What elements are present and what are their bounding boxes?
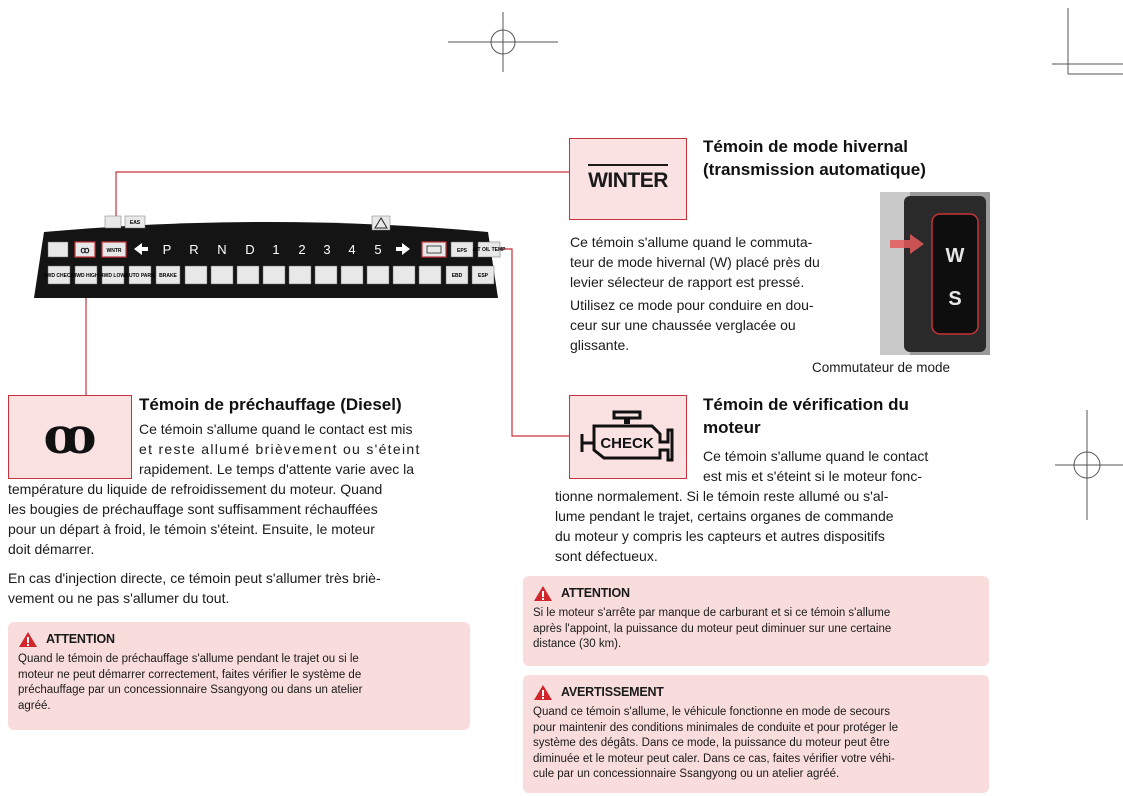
- svg-text:P: P: [162, 242, 172, 257]
- svg-text:R: R: [189, 242, 199, 257]
- glow-plug-icon-box: [8, 395, 132, 479]
- check-engine-description: Ce témoin s'allume quand le contact est mis et s'éteint si le moteur fonc-: [703, 448, 929, 484]
- winter-icon-box: [569, 138, 687, 220]
- winter-icon: WINTER: [570, 164, 686, 193]
- svg-text:4WD CHECK: 4WD CHECK: [43, 273, 75, 279]
- svg-text:N: N: [217, 242, 227, 257]
- check-engine-caution: [523, 675, 989, 793]
- check-engine-warning: [523, 576, 989, 666]
- svg-text:4WD LOW: 4WD LOW: [100, 273, 126, 279]
- glow-plug-title: Témoin de préchauffage (Diesel): [139, 395, 402, 414]
- svg-text:A/T OIL TEMP: A/T OIL TEMP: [472, 247, 506, 253]
- warning-title: ATTENTION: [46, 632, 115, 646]
- glow-plug-warning: [8, 622, 470, 730]
- mode-switch-caption: Commutateur de mode: [812, 360, 951, 375]
- switch-letter-s: S: [948, 288, 962, 310]
- warning-text: Quand le témoin de préchauffage s'allume pendant le trajet ou si le moteur ne peut démarrer correctement, faites vérifier le système de préchauffage par un concessionnaire Ssangyong ou dans un atelier agréé.: [18, 653, 363, 712]
- winter-usage-text: Utilisez ce mode pour conduire en dou- ceur sur une chaussée verglacée ou glissante.: [570, 297, 814, 353]
- svg-text:ESP: ESP: [477, 273, 489, 279]
- warning-title: ATTENTION: [561, 586, 630, 600]
- check-engine-title: Témoin de vérification du moteur: [703, 395, 909, 437]
- mode-switch-photo: [880, 192, 990, 355]
- warning-text: Si le moteur s'arrête par manque de carburant et si ce témoin s'allume après l'appoint, la puissance du moteur peut diminuer sur une certaine distance (30 km).: [533, 607, 892, 650]
- warning-triangle-icon: [533, 585, 553, 602]
- glow-plug-direct-injection: En cas d'injection directe, ce témoin peut s'allumer très briè- vement ou ne pas s'allumer du tout.: [8, 570, 381, 606]
- check-engine-icon-box: [569, 395, 687, 479]
- svg-text:5: 5: [374, 242, 382, 257]
- check-engine-icon: [580, 406, 676, 468]
- glow-plug-description-cont: température du liquide de refroidissement du moteur. Quand les bougies de préchauffage sont suffisamment réchauffées pour un départ à froid, le témoin s'éteint. Ensuite, le moteur doit démarrer.: [8, 481, 383, 557]
- eas-label: EAS: [129, 220, 141, 226]
- caution-text: Quand ce témoin s'allume, le véhicule fonctionne en mode de secours pour maintenir des conditions minimales de conduite et pour protéger le système des dégâts. Dans ce mode, la puissance du moteur peut être diminuée et le moteur peut caler. Dans ce cas, faites vérifier votre véhi- cule par un concessionnaire Ssangyong ou un atelier agréé.: [533, 706, 899, 780]
- svg-text:4: 4: [348, 242, 356, 257]
- winter-title: Témoin de mode hivernal (transmission automatique): [703, 137, 926, 179]
- glow-plug-description: Ce témoin s'allume quand le contact est mis et reste allumé brièvement ou s'éteint rapidement. Le temps d'attente varie avec la: [139, 421, 421, 477]
- caution-title: AVERTISSEMENT: [561, 685, 664, 699]
- svg-text:D: D: [245, 242, 255, 257]
- glow-plug-icon: ꝏ: [43, 406, 97, 465]
- svg-text:4WD HIGH: 4WD HIGH: [73, 273, 99, 279]
- svg-text:ꝏ: ꝏ: [80, 245, 90, 255]
- switch-letter-w: W: [945, 245, 965, 267]
- instrument-cluster: [30, 210, 506, 302]
- svg-text:BRAKE: BRAKE: [159, 273, 177, 279]
- svg-text:EBD: EBD: [451, 273, 463, 279]
- svg-text:3: 3: [323, 242, 331, 257]
- warning-triangle-icon: [18, 631, 38, 648]
- winter-description: Ce témoin s'allume quand le commuta- teur de mode hivernal (W) placé près du levier sélecteur de rapport est pressé.: [570, 234, 820, 290]
- svg-text:WNTR: WNTR: [106, 248, 122, 254]
- svg-text:AUTO PARK: AUTO PARK: [125, 273, 155, 279]
- svg-text:EPS: EPS: [456, 248, 468, 254]
- warning-triangle-icon: [533, 684, 553, 701]
- svg-text:1: 1: [272, 242, 280, 257]
- svg-text:CHECK: CHECK: [600, 435, 654, 452]
- check-engine-description-cont: tionne normalement. Si le témoin reste allumé ou s'al- lume pendant le trajet, certains organes de commande du moteur y compris les capteurs et autres dispositifs sont défectueux.: [555, 488, 894, 564]
- svg-text:2: 2: [298, 242, 306, 257]
